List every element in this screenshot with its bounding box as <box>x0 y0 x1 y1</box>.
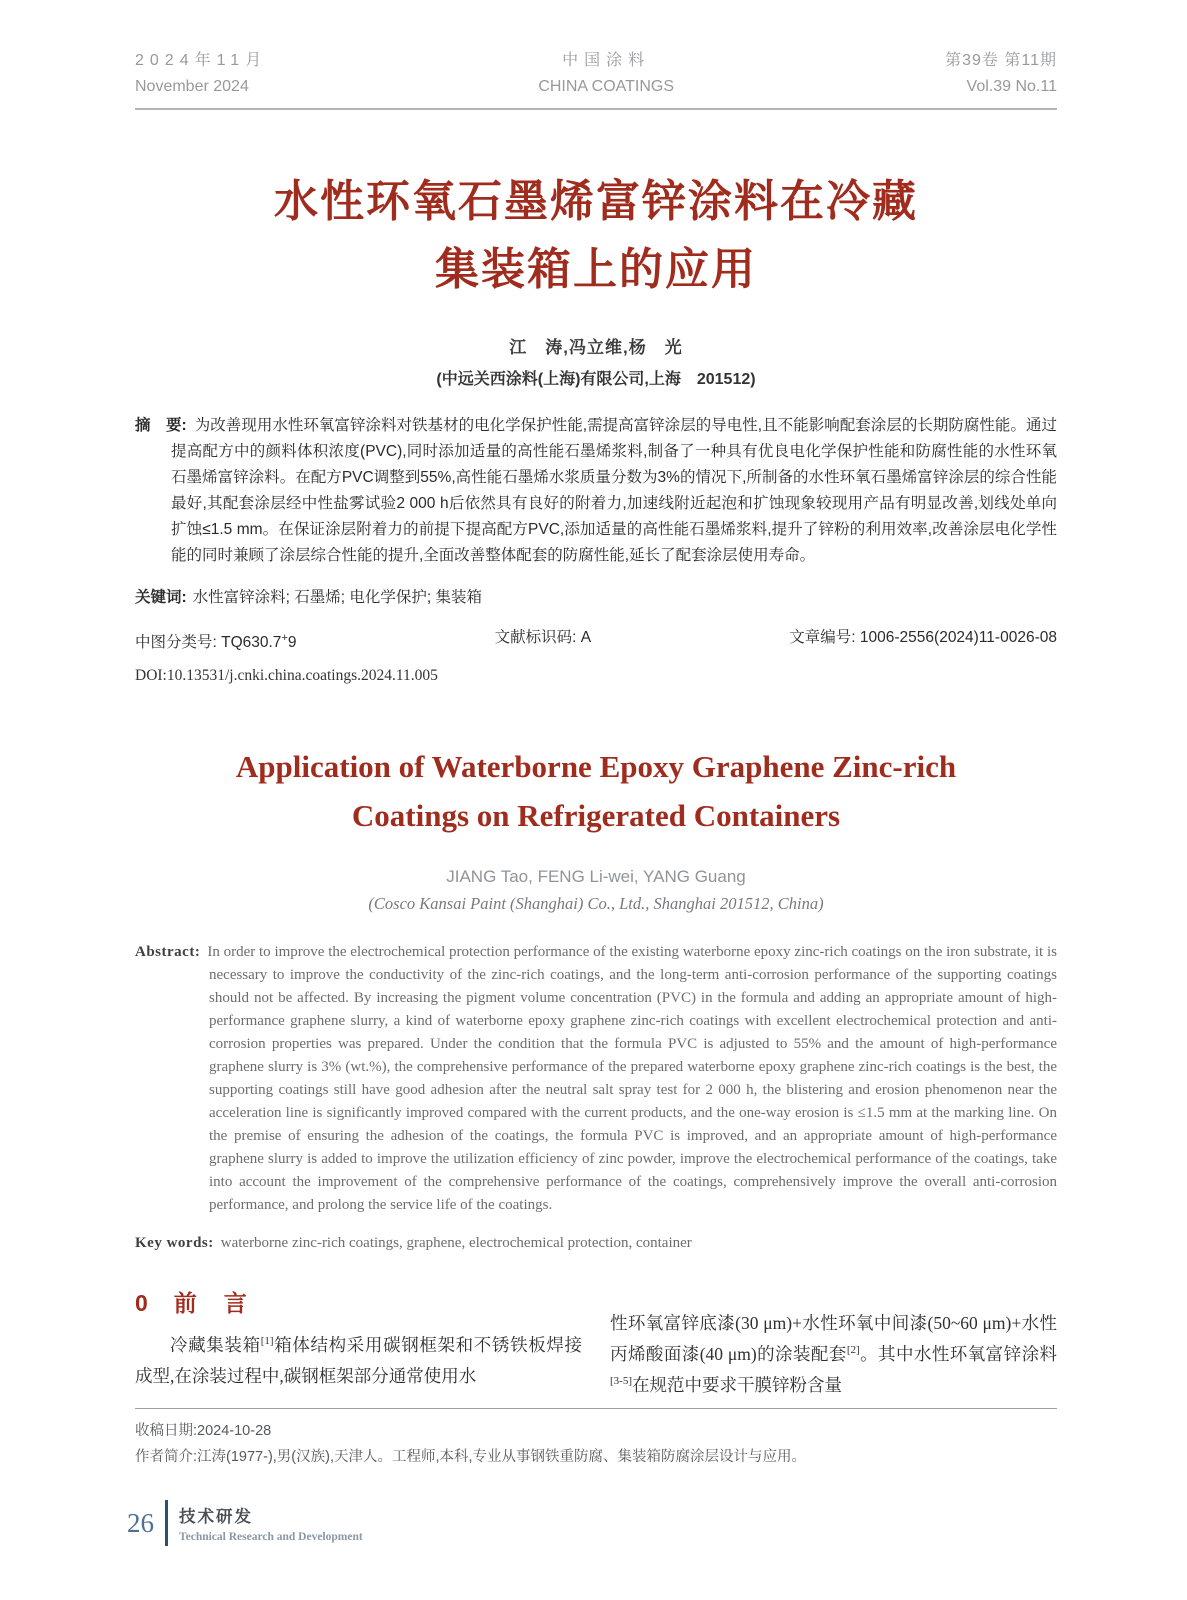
document-code: 文献标识码: A <box>494 629 592 647</box>
intro-column-right <box>610 1288 1057 1419</box>
footer-category <box>179 1503 363 1543</box>
footer-category-cn: 技术研发 <box>179 1508 253 1526</box>
footer-divider-bar <box>165 1500 168 1546</box>
keywords-cn-label: 关键词: <box>135 588 187 606</box>
section-title: 前 言 <box>173 1290 249 1316</box>
intro-left-text-rest: 箱体结构采用碳钢框架和不锈铁板焊接成型,在涂装过程中,碳钢框架部分通常使用水 <box>135 1335 583 1386</box>
citation-2: [2] <box>846 1344 860 1357</box>
page-footer <box>127 1500 363 1546</box>
intro-right-text-3: 在规范中要求干膜锌粉含量 <box>632 1375 842 1395</box>
doi: DOI:10.13531/j.cnki.china.coatings.2024.11.005 <box>135 666 438 684</box>
article-title-cn-line1: 水性环氧石墨烯富锌涂料在冷藏 <box>274 177 918 226</box>
abstract-cn <box>135 413 1057 569</box>
article-number: 文章编号: 1006-2556(2024)11-0026-08 <box>789 629 1057 647</box>
authors-en: JIANG Tao, FENG Li-wei, YANG Guang <box>446 867 746 887</box>
abstract-en <box>135 941 1057 1217</box>
article-title-cn-line2: 集装箱上的应用 <box>435 245 757 294</box>
keywords-en <box>135 1232 1057 1255</box>
journal-name-en: CHINA COATINGS <box>538 78 675 95</box>
intro-paragraph-right <box>610 1308 1057 1401</box>
keywords-cn-text: 水性富锌涂料; 石墨烯; 电化学保护; 集装箱 <box>192 588 483 606</box>
footer-category-en: Technical Research and Development <box>179 1531 363 1543</box>
clc-superscript: + <box>281 632 288 645</box>
intro-right-text-1: 性环氧富锌底漆(30 μm)+水性环氧中间漆(50~60 μm)+水性丙烯酸面漆(40 μm)的涂装配套 <box>610 1313 1057 1364</box>
page-number: 26 <box>127 1507 154 1538</box>
journal-name-cn: 中国涂料 <box>562 52 651 69</box>
keywords-cn <box>135 585 1057 611</box>
affiliation-en: (Cosco Kansai Paint (Shanghai) Co., Ltd., Shanghai 201512, China) <box>368 894 824 914</box>
affiliation-cn: (中远关西涂料(上海)有限公司,上海 201512) <box>436 371 756 389</box>
footnote-block <box>135 1408 1057 1470</box>
volume-issue-en: Vol.39 No.11 <box>966 78 1057 95</box>
citation-3-5: [3-5] <box>610 1375 632 1388</box>
journal-header <box>135 48 1057 110</box>
article-title-en <box>135 742 1057 840</box>
header-issue-date <box>135 48 267 100</box>
intro-column-left <box>135 1288 582 1419</box>
authors-cn: 江 涛,冯立维,杨 光 <box>509 338 683 358</box>
intro-paragraph-left <box>135 1330 582 1392</box>
section-heading <box>135 1288 582 1318</box>
keywords-en-text: waterborne zinc-rich coatings, graphene, electrochemical protection, container <box>220 1235 692 1252</box>
header-journal-name <box>538 48 674 100</box>
keywords-en-label: Key words: <box>135 1235 214 1252</box>
abstract-cn-label: 摘 要: <box>135 417 187 435</box>
abstract-en-label: Abstract: <box>135 944 201 961</box>
citation-1: [1] <box>260 1335 274 1348</box>
abstract-en-text: In order to improve the electrochemical protection performance of the existing waterborne epoxy zinc-rich coatings on the iron substrate, it is necessary to improve the conductivity of the zinc-rich coatings, and the long-term anti-corrosion performance of the supporting coatings should not be affected. By increasing the pigment volume concentration (PVC) in the formula and adding an appropriate amount of high-performance graphene slurry, a kind of waterborne epoxy graphene zinc-rich coatings with excellent electrochemical protection and anti-corrosion properties was prepared. Under the condition that the formula PVC is adjusted to 55% and the amount of high-performance graphene slurry is 3% (wt.%), the comprehensive performance of the prepared waterborne epoxy graphene zinc-rich coatings is the best, the supporting coatings still have good adhesion after the neutral salt spray test for 2 000 h, the blistering and erosion phenomenon near the acceleration line is significantly improved compared with the current products, and the one-way erosion is ≤1.5 mm at the marking line. On the premise of ensuring the adhesion of the coatings, the formula PVC is improved, and an appropriate amount of high-performance graphene slurry is added to improve the utilization efficiency of zinc powder, improve the electrochemical performance of the coatings, take into account the improvement of the comprehensive performance of the coatings, comprehensively improve the overall anti-corrosion performance, and prolong the service life of the coatings. <box>207 944 1057 1214</box>
header-volume-issue <box>945 48 1057 100</box>
issue-date-en: November 2024 <box>135 78 249 95</box>
intro-right-text-2: 。其中水性环氧富锌涂料 <box>859 1344 1058 1364</box>
abstract-cn-text: 为改善现用水性环氧富锌涂料对铁基材的电化学保护性能,需提高富锌涂层的导电性,且不能影响配套涂层的长期防腐性能。通过提高配方中的颜料体积浓度(PVC),同时添加适量的高性能石墨烯浆料,制备了一种具有优良电化学保护性能和防腐性能的水性环氧石墨烯富锌涂料。在配方PVC调整到55%,高性能石墨烯水浆质量分数为3%的情况下,所制备的水性环氧石墨烯富锌涂层的综合性能最好,其配套涂层经中性盐雾试验2 000 h后依然具有良好的附着力,加速线附近起泡和扩蚀现象较现用产品有明显改善,划线处单向扩蚀≤1.5 mm。在保证涂层附着力的前提下提高配方PVC,添加适量的高性能石墨烯浆料,提升了锌粉的利用效率,改善涂层电化学性能的同时兼顾了涂层综合性能的提升,全面改善整体配套的防腐性能,延长了配套涂层使用寿命。 <box>171 417 1057 565</box>
intro-left-text-start: 冷藏集装箱 <box>170 1335 261 1355</box>
author-bio: 作者简介:江涛(1977-),男(汉族),天津人。工程师,本科,专业从事钢铁重防腐、集装箱防腐涂层设计与应用。 <box>135 1449 807 1465</box>
clc-tail: 9 <box>287 634 297 652</box>
article-title-en-line2: Coatings on Refrigerated Containers <box>351 797 841 833</box>
classification-row <box>135 626 1057 655</box>
issue-date-cn: 2024年11月 <box>135 52 268 69</box>
received-date: 收稿日期:2024-10-28 <box>135 1423 272 1439</box>
article-title-en-line1: Application of Waterborne Epoxy Graphene Zinc-rich <box>235 748 957 784</box>
volume-issue-cn: 第39卷 第11期 <box>945 52 1057 69</box>
section-number: 0 <box>135 1290 148 1316</box>
clc-number <box>135 626 297 655</box>
introduction-section <box>135 1288 1057 1419</box>
article-title-cn <box>135 168 1057 304</box>
clc-label: 中图分类号: TQ630.7 <box>135 634 282 652</box>
